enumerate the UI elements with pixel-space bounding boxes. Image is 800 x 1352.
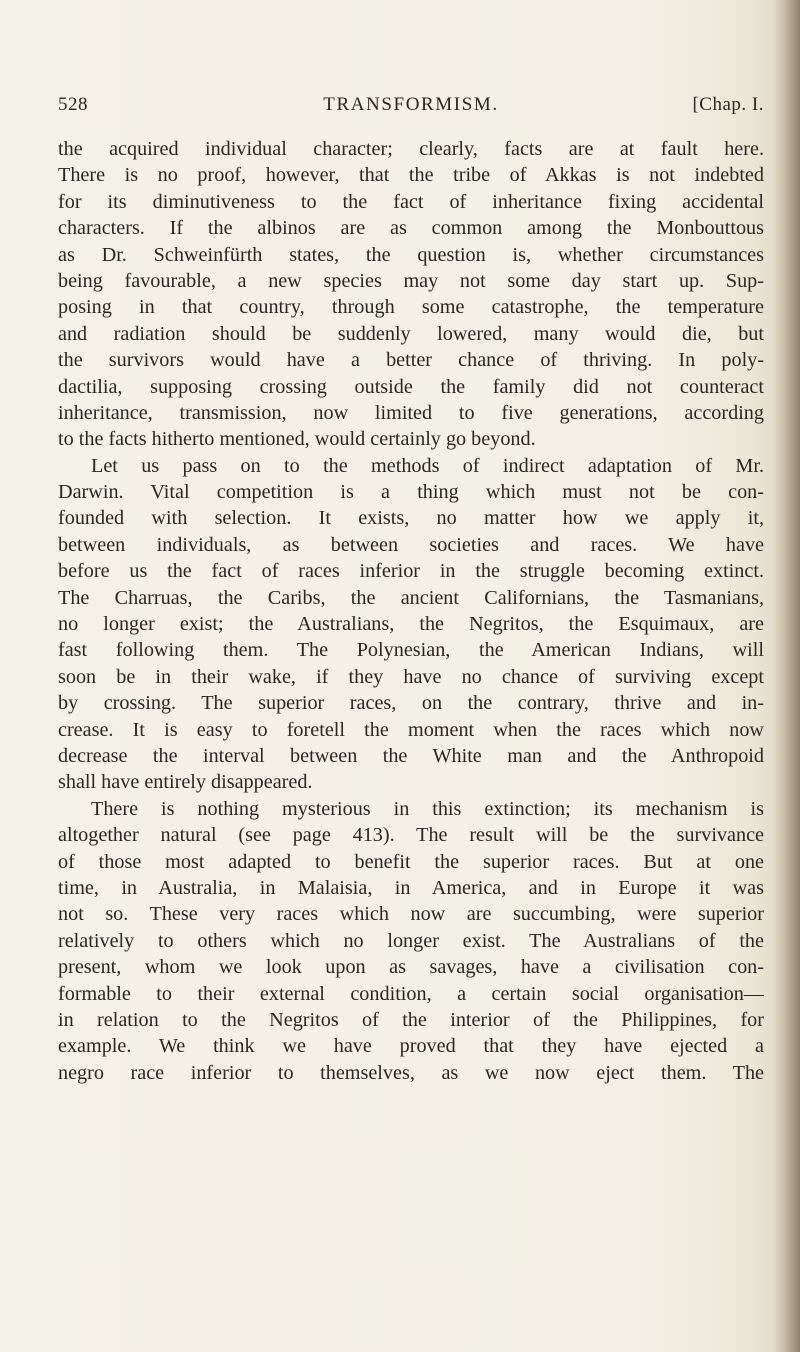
text-line: soon be in their wake, if they have no chance of surviving except xyxy=(58,665,764,688)
text-line: decrease the interval between the White man and the Anthropoid xyxy=(58,744,764,767)
text-line: shall have entirely disappeared. xyxy=(58,771,313,794)
page-number: 528 xyxy=(58,94,88,115)
text-line: relatively to others which no longer exist. The Australians of the xyxy=(58,929,764,952)
text-line: founded with selection. It exists, no matter how we apply it, xyxy=(58,507,764,530)
text-line: There is no proof, however, that the tribe of Akkas is not indebted xyxy=(58,164,764,187)
text-line: no longer exist; the Australians, the Negritos, the Esquimaux, are xyxy=(58,613,764,636)
text-line: example. We think we have proved that they have ejected a xyxy=(58,1035,764,1058)
text-line: for its diminutiveness to the fact of inheritance fixing accidental xyxy=(58,190,764,213)
text-line: time, in Australia, in Malaisia, in America, and in Europe it was xyxy=(58,876,764,899)
page-header xyxy=(58,94,764,124)
text-line: dactilia, supposing crossing outside the family did not counteract xyxy=(58,375,764,398)
text-line: being favourable, a new species may not some day start up. Sup- xyxy=(58,269,764,292)
text-line: posing in that country, through some catastrophe, the temperature xyxy=(58,296,764,319)
text-line: altogether natural (see page 413). The result will be the survivance xyxy=(58,824,764,847)
text-line: characters. If the albinos are as common among the Monbouttous xyxy=(58,217,764,240)
text-line: before us the fact of races inferior in the struggle becoming extinct. xyxy=(58,560,764,583)
page-edge-shadow xyxy=(774,0,800,1352)
text-line: Darwin. Vital competition is a thing which must not be con- xyxy=(58,481,764,504)
text-line: The Charruas, the Caribs, the ancient Californians, the Tasmanians, xyxy=(58,586,764,609)
text-line: inheritance, transmission, now limited to five generations, according xyxy=(58,401,764,424)
paragraph-start-line: Let us pass on to the methods of indirect adaptation of Mr. xyxy=(91,454,764,477)
text-line: as Dr. Schweinfürth states, the question is, whether circumstances xyxy=(58,243,764,266)
text-line: the acquired individual character; clearly, facts are at fault here. xyxy=(58,138,764,160)
running-title: TRANSFORMISM. xyxy=(323,94,499,115)
body-text xyxy=(58,136,764,1086)
text-line: the survivors would have a better chance of thriving. In poly- xyxy=(58,349,764,372)
text-line: present, whom we look upon as savages, have a civilisation con- xyxy=(58,956,764,979)
text-line: by crossing. The superior races, on the contrary, thrive and in- xyxy=(58,692,764,715)
text-line: negro race inferior to themselves, as we now eject them. The xyxy=(58,1061,764,1084)
text-line: not so. These very races which now are succumbing, were superior xyxy=(58,903,764,926)
text-line: in relation to the Negritos of the interior of the Philippines, for xyxy=(58,1008,764,1031)
text-line: and radiation should be suddenly lowered, many would die, but xyxy=(58,322,764,345)
text-line: formable to their external condition, a certain social organisation— xyxy=(58,982,764,1005)
text-line: to the facts hitherto mentioned, would certainly go beyond. xyxy=(58,428,536,451)
paragraph-start-line: There is nothing mysterious in this extinction; its mechanism is xyxy=(91,797,764,820)
text-line: fast following them. The Polynesian, the American Indians, will xyxy=(58,639,764,662)
text-line: of those most adapted to benefit the superior races. But at one xyxy=(58,850,764,873)
text-line: crease. It is easy to foretell the moment when the races which now xyxy=(58,718,764,741)
text-line: between individuals, as between societies and races. We have xyxy=(58,533,764,556)
chapter-mark: [Chap. I. xyxy=(692,94,764,115)
